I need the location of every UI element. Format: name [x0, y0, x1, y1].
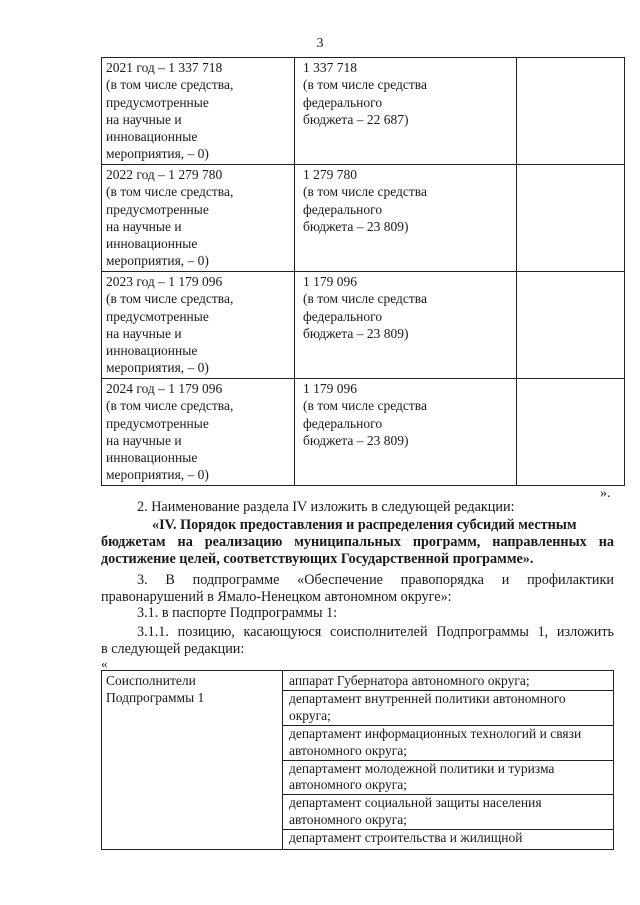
- paragraph-3-line-2: правонарушений в Ямало-Ненецком автономном округе»:: [101, 589, 452, 605]
- funding-budget-cell: 1 179 096 (в том числе средства федерального бюджета – 23 809): [295, 379, 517, 486]
- funding-extra-cell: [517, 58, 625, 165]
- page-number: 3: [316, 36, 324, 51]
- list-item: департамент внутренней политики автономного округа;: [283, 691, 613, 726]
- table-row: [102, 165, 625, 272]
- funding-budget-cell: 1 179 096 (в том числе средства федерального бюджета – 23 809): [295, 272, 517, 379]
- coexecutors-table: [101, 670, 614, 850]
- paragraph-3-1-1-line-2: в следующей редакции:: [101, 641, 245, 657]
- funding-total-cell: 2022 год – 1 279 780 (в том числе средства, предусмотренные на научные и инновационные мероприятия, – 0): [102, 165, 295, 272]
- funding-extra-cell: [517, 379, 625, 486]
- list-item: департамент информационных технологий и связи автономного округа;: [283, 726, 613, 761]
- funding-total-cell: 2024 год – 1 179 096 (в том числе средства, предусмотренные на научные и инновационные мероприятия, – 0): [102, 379, 295, 486]
- section-title-line-1: «IV. Порядок предоставления и распределения субсидий местным: [152, 517, 577, 533]
- coexecutors-list-cell: [283, 671, 614, 850]
- paragraph-3-1-1-line-1: 3.1.1. позицию, касающуюся соисполнителей Подпрограммы 1, изложить: [137, 624, 614, 640]
- section-title-line-3: достижение целей, соответствующих Государственной программе».: [101, 551, 534, 567]
- list-item: аппарат Губернатора автономного округа;: [283, 673, 613, 691]
- paragraph-3-1: 3.1. в паспорте Подпрограммы 1:: [137, 605, 338, 621]
- funding-budget-cell: 1 279 780 (в том числе средства федерального бюджета – 23 809): [295, 165, 517, 272]
- funding-total-cell: 2021 год – 1 337 718 (в том числе средства, предусмотренные на научные и инновационные мероприятия, – 0): [102, 58, 295, 165]
- list-item: департамент строительства и жилищной: [289, 830, 523, 846]
- table-row: [102, 58, 625, 165]
- table-opening-quote: «: [101, 656, 108, 671]
- table-row: [102, 671, 614, 850]
- coexecutors-label: Соисполнители Подпрограммы 1: [106, 673, 205, 705]
- funding-table: [101, 57, 625, 486]
- funding-extra-cell: [517, 272, 625, 379]
- paragraph-2: 2. Наименование раздела IV изложить в следующей редакции:: [137, 499, 515, 515]
- list-item: департамент социальной защиты населения автономного округа;: [283, 795, 613, 830]
- coexecutors-label-cell: [102, 671, 283, 850]
- section-title-line-2: бюджетам на реализацию муниципальных программ, направленных на: [101, 534, 614, 550]
- table-row: [102, 272, 625, 379]
- table-row: [102, 379, 625, 486]
- funding-extra-cell: [517, 165, 625, 272]
- table-closing-quote: ».: [600, 486, 611, 501]
- paragraph-3-line-1: 3. В подпрограмме «Обеспечение правопорядка и профилактики: [137, 572, 614, 588]
- funding-budget-cell: 1 337 718 (в том числе средства федерального бюджета – 22 687): [295, 58, 517, 165]
- list-item: департамент молодежной политики и туризма автономного округа;: [283, 761, 613, 796]
- funding-total-cell: 2023 год – 1 179 096 (в том числе средства, предусмотренные на научные и инновационные мероприятия, – 0): [102, 272, 295, 379]
